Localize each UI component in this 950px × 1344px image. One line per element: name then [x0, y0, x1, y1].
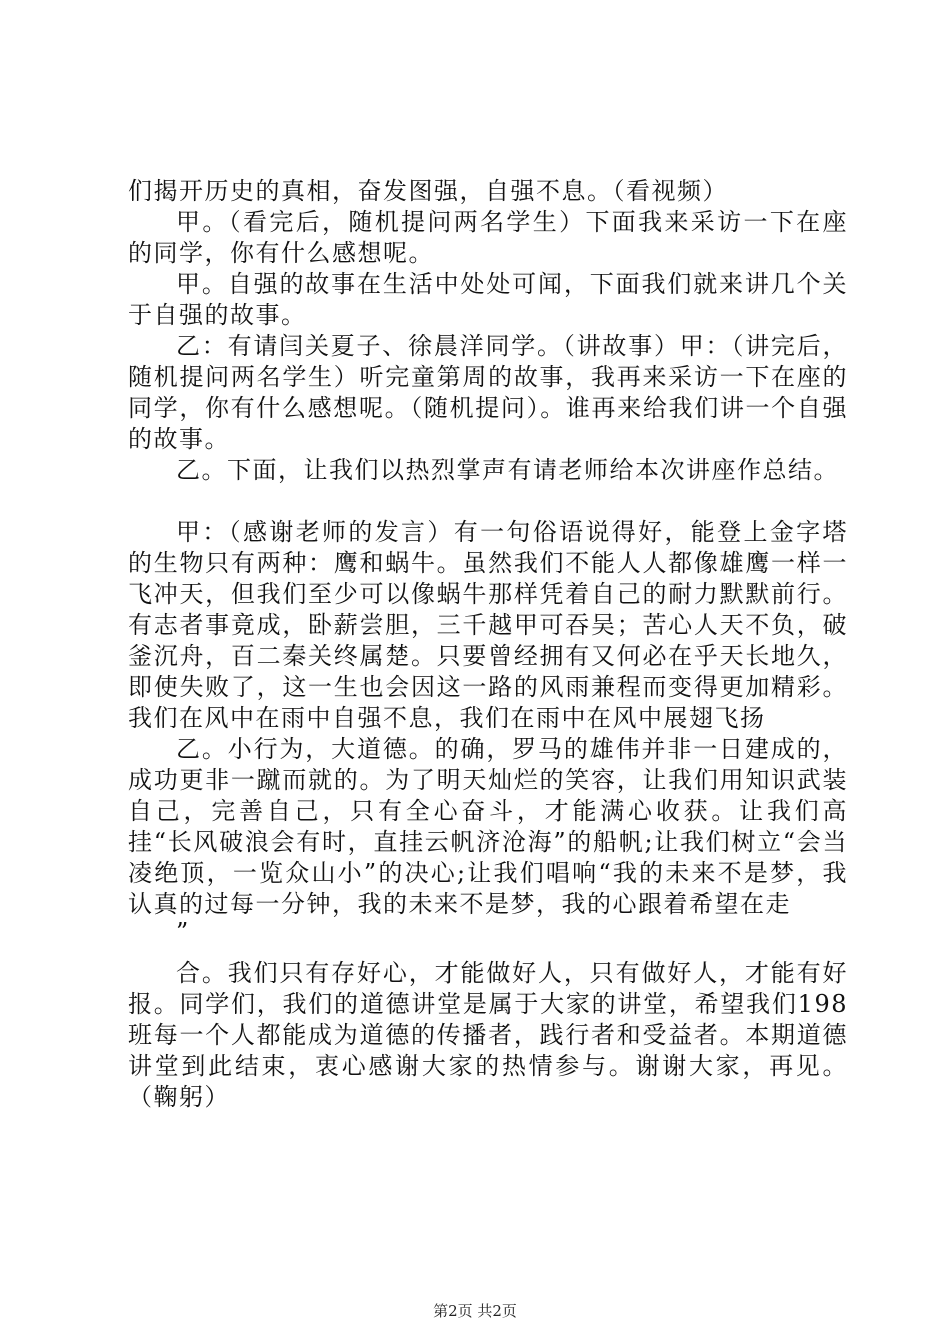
paragraph-3: 甲。自强的故事在生活中处处可闻，下面我们就来讲几个关于自强的故事。	[128, 270, 848, 329]
document-body	[128, 176, 848, 1113]
paragraph-1: 们揭开历史的真相，奋发图强，自强不息。（看视频）	[128, 177, 728, 205]
closing-quote-mark: ”	[176, 918, 189, 946]
paragraph-8: 合。我们只有存好心，才能做好人，只有做好人，才能有好报。同学们，我们的道德讲堂是属于大家的讲堂，希望我们198班每一个人都能成为道德的传播者，践行者和受益者。本期道德讲堂到此结束，衷心感谢大家的热情参与。谢谢大家，再见。（鞠躬）	[128, 959, 848, 1111]
paragraph-4: 乙：有请闫关夏子、徐晨洋同学。（讲故事）甲：（讲完后，随机提问两名学生）听完童第周的故事，我再来采访一下在座的同学，你有什么感想呢。（随机提问）。谁再来给我们讲一个自强的故事。	[128, 332, 848, 453]
paragraph-5: 乙。下面，让我们以热烈掌声有请老师给本次讲座作总结。	[176, 456, 839, 484]
paragraph-6: 甲：（感谢老师的发言）有一句俗语说得好，能登上金字塔的生物只有两种：鹰和蜗牛。虽然我们不能人人都像雄鹰一样一飞冲天，但我们至少可以像蜗牛那样凭着自己的耐力默默前行。有志者事竟成，卧薪尝胆，三千越甲可吞吴；苦心人天不负，破釜沉舟，百二秦关终属楚。只要曾经拥有又何必在乎天长地久，即使失败了，这一生也会因这一路的风雨兼程而变得更加精彩。我们在风中在雨中自强不息，我们在雨中在风中展翅飞扬	[128, 518, 848, 732]
page-footer: 第2页 共2页	[433, 1302, 517, 1320]
paragraph-spacer	[128, 486, 848, 517]
paragraph-2: 甲。（看完后，随机提问两名学生）下面我来采访一下在座的同学，你有什么感想呢。	[128, 208, 848, 267]
paragraph-spacer-small	[128, 944, 848, 958]
paragraph-7: 乙。小行为，大道德。的确，罗马的雄伟并非一日建成的，成功更非一蹴而就的。为了明天灿烂的笑容，让我们用知识武装自己，完善自己，只有全心奋斗，才能满心收获。让我们高挂“长风破浪会有时，直挂云帆济沧海”的船帆;让我们树立“会当凌绝顶，一览众山小”的决心;让我们唱响“我的未来不是梦，我认真的过每一分钟，我的未来不是梦，我的心跟着希望在走	[128, 735, 848, 918]
